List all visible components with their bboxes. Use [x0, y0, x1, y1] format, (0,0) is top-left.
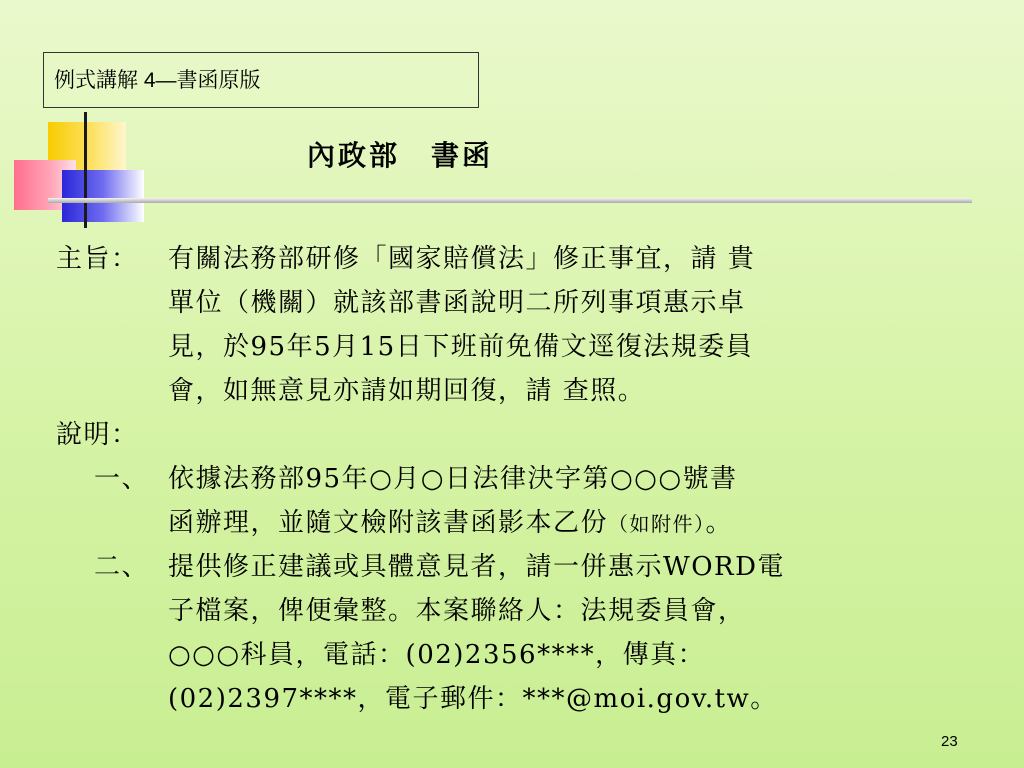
decorative-vertical-line [84, 112, 87, 228]
item-2-line: 子檔案，俾便彙整。本案聯絡人：法規委員會， [168, 596, 746, 626]
decorative-blue-square [62, 170, 144, 222]
decorative-horizontal-rule [48, 198, 972, 203]
example-label-box [43, 52, 479, 108]
subject-line: 有關法務部研修「國家賠償法」修正事宜，請 貴 [168, 244, 756, 274]
item-2-line: 提供修正建議或具體意見者，請一併惠示WORD電 [168, 552, 785, 582]
item-1-line-2-end: 。 [705, 508, 734, 538]
item-2-line: (02)2397****，電子郵件：***@moi.gov.tw。 [168, 684, 778, 714]
item-1-attachment-note: （如附件） [608, 512, 706, 536]
explanation-heading: 說明： [56, 420, 139, 450]
subject-heading: 主旨： [56, 244, 139, 274]
item-2-line: ○○○科員，電話：(02)2356****，傳真： [168, 640, 706, 670]
subject-line: 單位（機關）就該部書函說明二所列事項惠示卓 [168, 288, 746, 318]
item-1-line-2-main: 函辦理，並隨文檢附該書函影本乙份 [168, 508, 609, 538]
document-title: 內政部 書函 [307, 139, 494, 172]
item-1-number: 一、 [94, 464, 150, 494]
item-1-line [168, 504, 733, 543]
item-2-number: 二、 [94, 552, 150, 582]
page-number: 23 [941, 733, 958, 750]
subject-line: 見，於95年5月15日下班前免備文逕復法規委員 [168, 332, 754, 362]
example-label: 例式講解 4—書函原版 [54, 69, 261, 92]
item-1-line: 依據法務部95年○月○日法律決字第○○○號書 [168, 464, 738, 494]
subject-line: 會，如無意見亦請如期回復，請 查照。 [168, 376, 646, 406]
